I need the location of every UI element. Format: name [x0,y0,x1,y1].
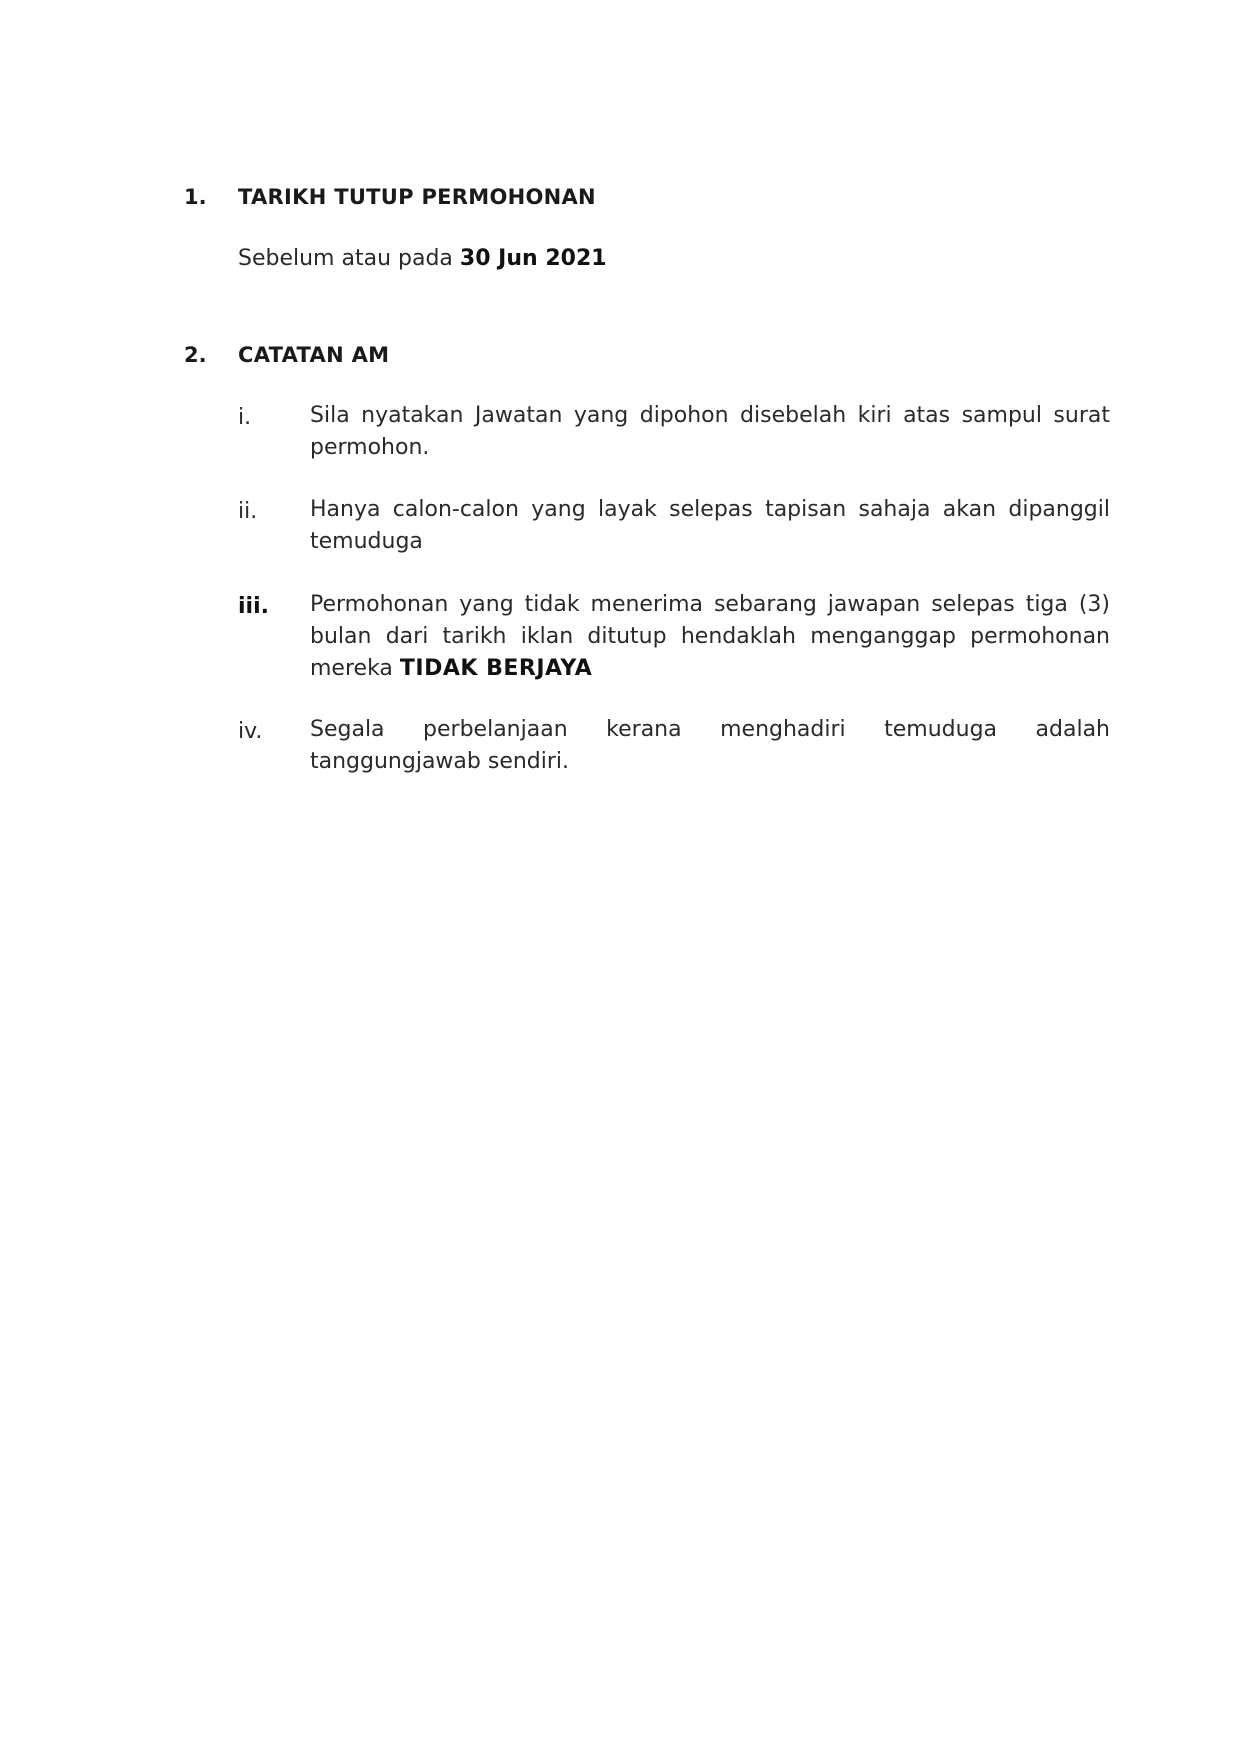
list-item-text-emphasis: TIDAK BERJAYA [399,656,593,681]
section-number: 2. [184,343,207,367]
list-item-number: iv. [238,719,263,744]
section-number: 1. [184,185,207,209]
list-item-text [310,589,1110,685]
section-title: TARIKH TUTUP PERMOHONAN [238,185,596,209]
list-item-text-main: Permohonan yang tidak menerima sebarang jawapan selepas tiga (3) bulan dari tarikh iklan ditutup hendaklah menganggap permohonan mereka [310,592,1110,681]
list-item-text: Sila nyatakan Jawatan yang dipohon disebelah kiri atas sampul surat permohon. [310,403,1110,460]
list-item-number: ii. [238,499,258,524]
list-item-text: Segala perbelanjaan kerana menghadiri temuduga adalah tanggungjawab sendiri. [310,717,1110,774]
list-item-number: iii. [238,594,269,619]
closing-date-value: 30 Jun 2021 [459,246,607,271]
list-item-text: Hanya calon-calon yang layak selepas tapisan sahaja akan dipanggil temuduga [310,497,1110,554]
section-title: CATATAN AM [238,343,390,367]
list-item-number: i. [238,405,252,430]
closing-date-text [238,244,607,274]
closing-date-prefix: Sebelum atau pada [238,246,460,271]
